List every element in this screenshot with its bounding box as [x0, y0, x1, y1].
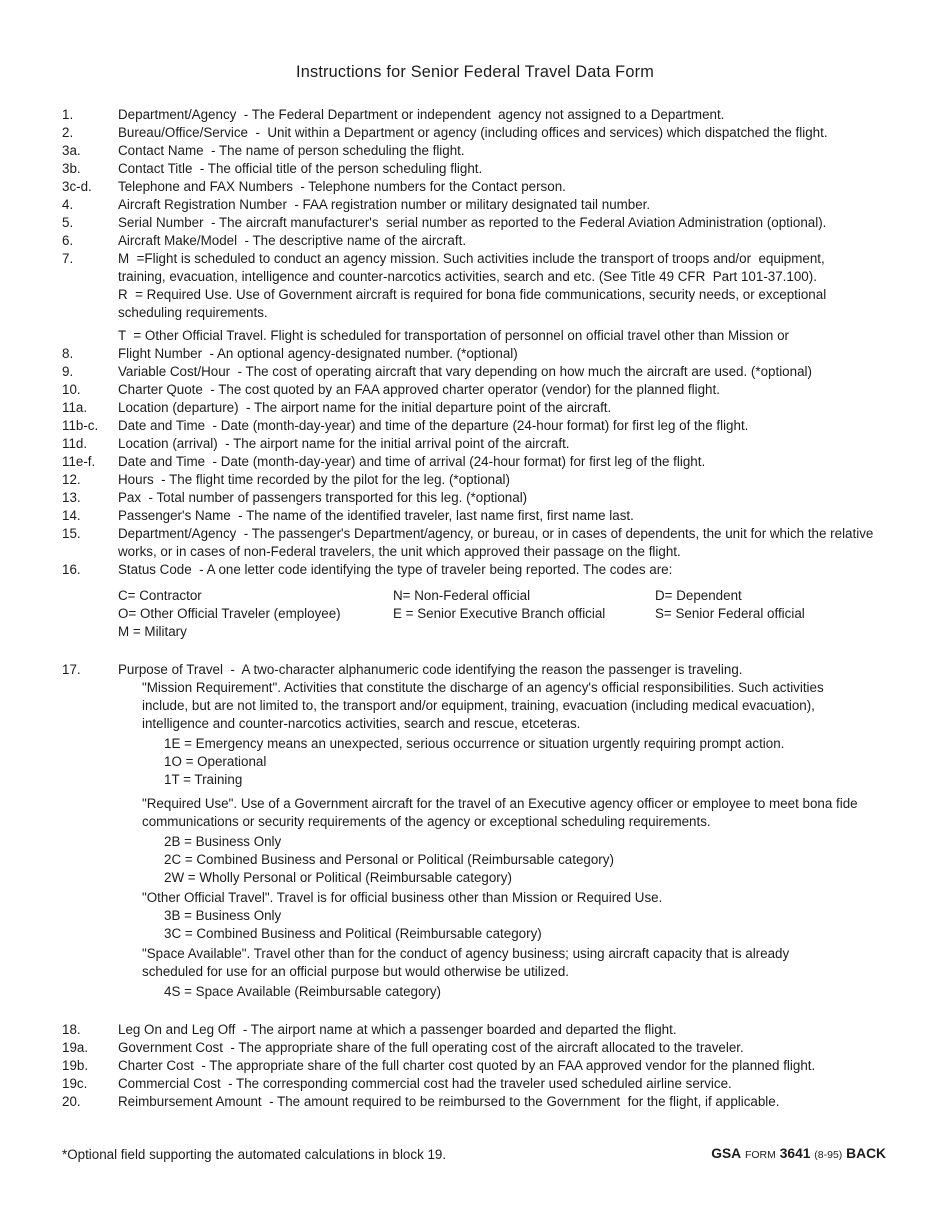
- item-text: 1O = Operational: [164, 754, 267, 769]
- instruction-line: [0, 327, 950, 345]
- instruction-line: [0, 833, 950, 851]
- item-number: 3a.: [62, 143, 81, 158]
- status-code-row: [0, 587, 950, 605]
- form-identifier: [711, 1146, 886, 1161]
- instruction-line: [0, 106, 950, 124]
- item-text: Flight Number - An optional agency-designated number. (*optional): [118, 346, 518, 361]
- instruction-line: [0, 160, 950, 178]
- item-number: 19a.: [62, 1040, 89, 1055]
- instruction-line: [0, 869, 950, 887]
- item-number: 14.: [62, 508, 81, 523]
- item-number: 11d.: [62, 436, 88, 451]
- instruction-line: [0, 679, 950, 697]
- instruction-line: [0, 525, 950, 543]
- instruction-line: [0, 304, 950, 322]
- instruction-list: [0, 106, 950, 1111]
- item-text: Commercial Cost - The corresponding commercial cost had the traveler used scheduled airline service.: [118, 1076, 732, 1091]
- instruction-line: [0, 453, 950, 471]
- instruction-line: [0, 196, 950, 214]
- instruction-line: [0, 813, 950, 831]
- instruction-line: [0, 795, 950, 813]
- status-code-cell: O= Other Official Traveler (employee): [118, 606, 341, 621]
- item-text: Contact Title - The official title of the person scheduling flight.: [118, 161, 483, 176]
- optional-field-footnote: *Optional field supporting the automated calculations in block 19.: [62, 1147, 447, 1162]
- form-id-number: 3641: [779, 1146, 811, 1161]
- instruction-line: [0, 735, 950, 753]
- instruction-line: [0, 851, 950, 869]
- item-number: 9.: [62, 364, 74, 379]
- item-text: Charter Quote - The cost quoted by an FAA approved charter operator (vendor) for the planned flight.: [118, 382, 720, 397]
- instruction-line: [0, 1039, 950, 1057]
- item-text: scheduling requirements.: [118, 305, 268, 320]
- item-number: 6.: [62, 233, 74, 248]
- instruction-line: [0, 124, 950, 142]
- instruction-line: [0, 250, 950, 268]
- item-text: Location (departure) - The airport name for the initial departure point of the aircraft.: [118, 400, 612, 415]
- item-text: Passenger's Name - The name of the identified traveler, last name first, first name last.: [118, 508, 634, 523]
- instruction-line: [0, 232, 950, 250]
- item-number: 16.: [62, 562, 81, 577]
- instruction-line: [0, 945, 950, 963]
- item-text: R = Required Use. Use of Government aircraft is required for bona fide communications, security needs, or exceptional: [118, 287, 827, 302]
- item-text: "Mission Requirement". Activities that constitute the discharge of an agency's official responsibilities. Such activities: [142, 680, 824, 695]
- instruction-line: [0, 399, 950, 417]
- instruction-line: [0, 363, 950, 381]
- item-text: 2W = Wholly Personal or Political (Reimbursable category): [164, 870, 512, 885]
- item-number: 7.: [62, 251, 74, 266]
- item-text: Department/Agency - The Federal Department or independent agency not assigned to a Department.: [118, 107, 725, 122]
- status-code-row: [0, 605, 950, 623]
- item-text: Contact Name - The name of person scheduling the flight.: [118, 143, 465, 158]
- instruction-line: [0, 715, 950, 733]
- item-number: 2.: [62, 125, 74, 140]
- item-text: 2B = Business Only: [164, 834, 282, 849]
- item-text: Aircraft Registration Number - FAA registration number or military designated tail number.: [118, 197, 651, 212]
- item-text: 4S = Space Available (Reimbursable category): [164, 984, 442, 999]
- item-text: Department/Agency - The passenger's Department/agency, or bureau, or in cases of dependents, the unit for which the relative: [118, 526, 874, 541]
- item-text: Purpose of Travel - A two-character alphanumeric code identifying the reason the passenger is traveling.: [118, 662, 743, 677]
- item-text: Government Cost - The appropriate share of the full operating cost of the aircraft allocated to the traveler.: [118, 1040, 744, 1055]
- item-text: Date and Time - Date (month-day-year) and time of arrival (24-hour format) for first leg of the flight.: [118, 454, 706, 469]
- item-text: 3C = Combined Business and Political (Reimbursable category): [164, 926, 542, 941]
- instruction-line: [0, 345, 950, 363]
- item-text: Charter Cost - The appropriate share of the full charter cost quoted by an FAA approved vendor for the planned flight.: [118, 1058, 816, 1073]
- instruction-line: [0, 381, 950, 399]
- item-number: 15.: [62, 526, 81, 541]
- item-text: Location (arrival) - The airport name for the initial arrival point of the aircraft.: [118, 436, 570, 451]
- item-text: "Space Available". Travel other than for the conduct of agency business; using aircraft capacity that is already: [142, 946, 790, 961]
- instruction-line: [0, 771, 950, 789]
- instruction-line: [0, 142, 950, 160]
- instruction-line: [0, 417, 950, 435]
- item-text: Aircraft Make/Model - The descriptive name of the aircraft.: [118, 233, 467, 248]
- item-text: include, but are not limited to, the transport and/or equipment, training, evacuation (including medical evacuation),: [142, 698, 815, 713]
- item-text: Reimbursement Amount - The amount required to be reimbursed to the Government for the flight, if applicable.: [118, 1094, 780, 1109]
- item-text: Serial Number - The aircraft manufacturer's serial number as reported to the Federal Aviation Administration (optional).: [118, 215, 827, 230]
- item-number: 4.: [62, 197, 74, 212]
- item-number: 19c.: [62, 1076, 88, 1091]
- instruction-line: [0, 925, 950, 943]
- item-text: Leg On and Leg Off - The airport name at which a passenger boarded and departed the flight.: [118, 1022, 677, 1037]
- item-number: 3c-d.: [62, 179, 92, 194]
- item-text: T = Other Official Travel. Flight is scheduled for transportation of personnel on official travel other than Mission or: [118, 328, 789, 343]
- status-code-cell: M = Military: [118, 624, 187, 639]
- instruction-line: [0, 214, 950, 232]
- item-text: Pax - Total number of passengers transported for this leg. (*optional): [118, 490, 528, 505]
- instruction-line: [0, 1093, 950, 1111]
- item-number: 20.: [62, 1094, 81, 1109]
- item-number: 18.: [62, 1022, 81, 1037]
- instruction-line: [0, 507, 950, 525]
- item-number: 13.: [62, 490, 81, 505]
- status-code-cell: C= Contractor: [118, 588, 202, 603]
- instruction-line: [0, 753, 950, 771]
- instruction-line: [0, 471, 950, 489]
- instruction-line: [0, 489, 950, 507]
- item-text: training, evacuation, intelligence and counter-narcotics activities, search and etc. (See Title 49 CFR Part 101-37.100).: [118, 269, 817, 284]
- item-number: 11e-f.: [62, 454, 96, 469]
- instruction-line: [0, 983, 950, 1001]
- instruction-line: [0, 1057, 950, 1075]
- status-code-cell: S= Senior Federal official: [655, 606, 805, 621]
- item-number: 1.: [62, 107, 74, 122]
- status-code-row: [0, 623, 950, 641]
- instruction-line: [0, 268, 950, 286]
- item-text: 3B = Business Only: [164, 908, 282, 923]
- item-text: M =Flight is scheduled to conduct an agency mission. Such activities include the transport of troops and/or equipment,: [118, 251, 825, 266]
- status-code-cell: E = Senior Executive Branch official: [393, 606, 606, 621]
- form-id-revision: (8-95): [814, 1149, 843, 1161]
- item-text: works, or in cases of non-Federal travelers, the unit which approved their passage on the flight.: [118, 544, 681, 559]
- item-number: 12.: [62, 472, 81, 487]
- item-text: scheduled for use for an official purpose but would otherwise be utilized.: [142, 964, 570, 979]
- item-text: 1E = Emergency means an unexpected, serious occurrence or situation urgently requiring prompt action.: [164, 736, 785, 751]
- item-text: communications or security requirements of the agency or exceptional scheduling requirements.: [142, 814, 711, 829]
- item-number: 3b.: [62, 161, 81, 176]
- instruction-line: [0, 963, 950, 981]
- status-code-cell: N= Non-Federal official: [393, 588, 531, 603]
- instruction-line: [0, 889, 950, 907]
- item-text: Date and Time - Date (month-day-year) and time of the departure (24-hour format) for first leg of the flight.: [118, 418, 749, 433]
- item-text: Bureau/Office/Service - Unit within a Department or agency (including offices and services) which dispatched the flight.: [118, 125, 828, 140]
- item-number: 8.: [62, 346, 74, 361]
- item-number: 10.: [62, 382, 81, 397]
- instruction-line: [0, 1021, 950, 1039]
- item-text: Hours - The flight time recorded by the pilot for the leg. (*optional): [118, 472, 510, 487]
- form-id-agency: GSA: [711, 1146, 742, 1161]
- item-text: intelligence and counter-narcotics activities, search and rescue, etceteras.: [142, 716, 581, 731]
- instruction-line: [0, 286, 950, 304]
- instruction-line: [0, 561, 950, 579]
- item-number: 5.: [62, 215, 74, 230]
- item-number: 11b-c.: [62, 418, 99, 433]
- instruction-line: [0, 435, 950, 453]
- form-id-back-label: BACK: [846, 1146, 886, 1161]
- item-text: Variable Cost/Hour - The cost of operating aircraft that vary depending on how much the aircraft are used. (*optional): [118, 364, 812, 379]
- status-code-cell: D= Dependent: [655, 588, 742, 603]
- item-number: 19b.: [62, 1058, 89, 1073]
- item-text: Telephone and FAX Numbers - Telephone numbers for the Contact person.: [118, 179, 566, 194]
- instruction-line: [0, 178, 950, 196]
- item-number: 11a.: [62, 400, 88, 415]
- form-id-word: FORM: [744, 1149, 776, 1161]
- instruction-line: [0, 697, 950, 715]
- item-number: 17.: [62, 662, 81, 677]
- item-text: 1T = Training: [164, 772, 243, 787]
- instruction-line: [0, 907, 950, 925]
- page-title: Instructions for Senior Federal Travel Data Form: [296, 63, 654, 81]
- item-text: "Required Use". Use of a Government aircraft for the travel of an Executive agency officer or employee to meet bona fide: [142, 796, 858, 811]
- item-text: 2C = Combined Business and Personal or Political (Reimbursable category): [164, 852, 614, 867]
- item-text: "Other Official Travel". Travel is for official business other than Mission or Required Use.: [142, 890, 663, 905]
- item-text: Status Code - A one letter code identifying the type of traveler being reported. The codes are:: [118, 562, 673, 577]
- instruction-line: [0, 1075, 950, 1093]
- instruction-line: [0, 543, 950, 561]
- instruction-line: [0, 661, 950, 679]
